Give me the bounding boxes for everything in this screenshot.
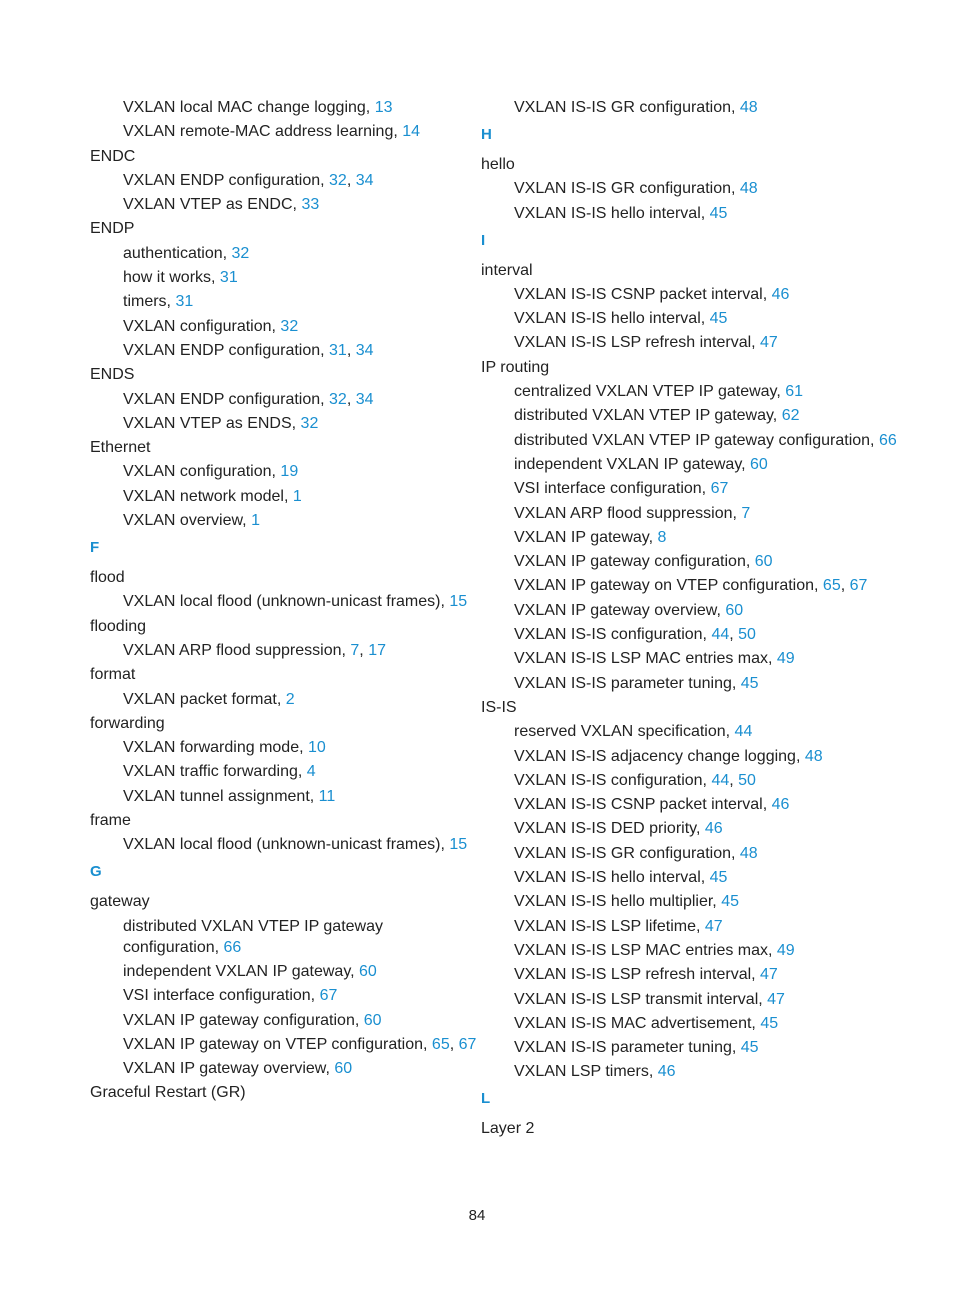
index-subentry [481, 430, 911, 451]
page-link[interactable]: 50 [738, 626, 756, 644]
index-subentry [90, 786, 480, 807]
entry-text: distributed VXLAN VTEP IP gateway, [514, 407, 782, 425]
page-link[interactable]: 32 [329, 171, 347, 189]
page-link[interactable]: 15 [449, 593, 468, 611]
entry-text: VXLAN overview, [123, 512, 252, 530]
entry-text: gateway [90, 893, 150, 911]
page-separator: , [840, 577, 850, 595]
page-link[interactable]: 48 [804, 747, 823, 765]
page-link[interactable]: 48 [739, 99, 758, 116]
entry-text: VXLAN IS-IS hello interval, [514, 869, 710, 887]
entry-text: timers, [123, 293, 176, 311]
page-link[interactable]: 33 [301, 196, 320, 214]
index-subentry [481, 818, 911, 839]
entry-text: VXLAN ENDP configuration, [123, 390, 330, 408]
index-subentry [481, 721, 911, 742]
entry-text: VXLAN IS-IS CSNP packet interval, [514, 285, 772, 303]
index-subentry [90, 961, 480, 982]
entry-text: VXLAN IP gateway configuration, [514, 553, 755, 571]
entry-text: independent VXLAN IP gateway, [123, 962, 360, 980]
entry-text: VXLAN tunnel assignment, [123, 787, 319, 805]
section-letter: H [481, 126, 492, 143]
page-link[interactable]: 49 [776, 650, 795, 668]
index-subentry [481, 478, 911, 499]
entry-text: VXLAN IS-IS LSP refresh interval, [514, 966, 761, 984]
index-subentry [90, 316, 480, 337]
entry-text: Layer 2 [481, 1120, 535, 1138]
page-link[interactable]: 49 [776, 941, 795, 959]
entry-text: forwarding [90, 714, 165, 732]
index-subentry [481, 867, 911, 888]
section-letter: F [90, 539, 100, 557]
page-separator: , [346, 390, 356, 408]
index-term [481, 154, 911, 175]
page-link[interactable]: 45 [721, 893, 739, 911]
entry-text: centralized VXLAN VTEP IP gateway, [514, 383, 786, 401]
page-link[interactable]: 67 [710, 480, 729, 498]
index-subentry [481, 97, 911, 118]
index-subentry [481, 673, 911, 694]
entry-text: distributed VXLAN VTEP IP gateway configuration, [514, 431, 879, 449]
page-link[interactable]: 47 [704, 917, 723, 935]
entry-text: ENDS [90, 366, 135, 384]
page-link[interactable]: 10 [307, 739, 326, 757]
page-separator: , [346, 171, 356, 189]
index-subentry [481, 1037, 911, 1058]
index-subentry [481, 940, 911, 961]
index-subentry [90, 737, 480, 758]
index-subentry [90, 267, 480, 288]
entry-text: VXLAN IS-IS parameter tuning, [514, 1039, 741, 1057]
entry-text: interval [481, 261, 533, 279]
index-term [481, 357, 911, 378]
index-subentry [481, 575, 911, 596]
page-link[interactable]: 2 [285, 690, 295, 708]
index-subentry [90, 97, 480, 118]
index-subentry [481, 381, 911, 402]
entry-text: IP routing [481, 358, 550, 376]
index-term [481, 697, 911, 718]
page-link[interactable]: 47 [760, 966, 778, 984]
entry-text: VXLAN IP gateway configuration, [123, 1011, 364, 1029]
entry-text: VXLAN IP gateway, [514, 528, 658, 546]
entry-text: VXLAN local MAC change logging, [123, 99, 375, 116]
entry-text: how it works, [123, 269, 220, 287]
entry-text: distributed VXLAN VTEP IP gateway configuration, [123, 917, 383, 956]
page-link[interactable]: 4 [306, 763, 316, 781]
entry-text: VXLAN IS-IS GR configuration, [514, 844, 740, 862]
page-link[interactable]: 45 [709, 310, 728, 328]
page-link[interactable]: 66 [878, 431, 897, 449]
index-subentry [481, 770, 911, 791]
page-link[interactable]: 32 [300, 414, 319, 432]
entry-text: Graceful Restart (GR) [90, 1084, 246, 1102]
index-subentry [481, 405, 911, 426]
page-link[interactable]: 34 [355, 390, 374, 408]
page-link[interactable]: 47 [767, 990, 785, 1008]
index-term [90, 146, 480, 167]
index-subentry [481, 794, 911, 815]
page-link[interactable]: 46 [771, 285, 790, 303]
page-link[interactable]: 44 [711, 626, 730, 644]
entry-text: VXLAN IS-IS hello interval, [514, 310, 710, 328]
index-term [90, 1082, 480, 1103]
index-subentry [481, 551, 911, 572]
entry-text: VXLAN IS-IS CSNP packet interval, [514, 796, 772, 814]
page-link[interactable]: 50 [738, 771, 756, 789]
entry-text: VXLAN configuration, [123, 463, 281, 481]
page-link[interactable]: 46 [704, 820, 723, 838]
entry-text: format [90, 666, 136, 684]
index-subentry [481, 989, 911, 1010]
entry-text: VXLAN VTEP as ENDC, [123, 196, 302, 214]
entry-text: VXLAN IS-IS LSP transmit interval, [514, 990, 768, 1008]
page-link[interactable]: 60 [725, 601, 744, 619]
entry-text: hello [481, 156, 515, 173]
entry-text: reserved VXLAN specification, [514, 723, 735, 741]
index-subentry [90, 486, 480, 507]
index-subentry [90, 170, 480, 191]
index-term [90, 664, 480, 685]
page-separator: , [449, 1035, 459, 1053]
entry-text: VXLAN IS-IS GR configuration, [514, 99, 740, 116]
page-link[interactable]: 1 [292, 487, 302, 505]
page-link[interactable]: 44 [734, 723, 753, 741]
page-link[interactable]: 60 [334, 1060, 353, 1078]
page-link[interactable]: 47 [760, 334, 778, 352]
entry-text: VSI interface configuration, [123, 987, 320, 1005]
index-subentry [481, 624, 911, 645]
page-link[interactable]: 15 [449, 836, 468, 854]
index-subentry [90, 121, 480, 142]
page-link[interactable]: 67 [319, 987, 338, 1005]
index-column-left [90, 97, 480, 1107]
index-term [90, 616, 480, 637]
page-link[interactable]: 61 [785, 383, 804, 401]
index-subentry [481, 746, 911, 767]
index-subentry [481, 503, 911, 524]
page-link[interactable]: 31 [329, 341, 347, 359]
entry-text: VXLAN IS-IS GR configuration, [514, 180, 740, 198]
page-link[interactable]: 34 [355, 171, 374, 189]
section-letter: L [481, 1090, 491, 1108]
index-subentry [481, 284, 911, 305]
index-subentry [481, 454, 911, 475]
entry-text: VXLAN IS-IS parameter tuning, [514, 674, 741, 692]
page-link[interactable]: 60 [359, 962, 377, 980]
index-subentry [481, 843, 911, 864]
index-subentry [90, 1034, 480, 1055]
page-separator: , [346, 341, 356, 359]
page-link[interactable]: 45 [709, 204, 728, 222]
entry-text: VXLAN ARP flood suppression, [514, 504, 742, 522]
page-link[interactable]: 45 [740, 1039, 759, 1057]
section-letter: G [90, 863, 102, 881]
entry-text: VXLAN forwarding mode, [123, 739, 308, 757]
entry-text: independent VXLAN IP gateway, [514, 455, 751, 473]
index-subentry [481, 1061, 911, 1082]
page-link[interactable]: 65 [822, 577, 841, 595]
entry-text: ENDC [90, 147, 136, 165]
index-subentry [90, 834, 480, 855]
index-subentry [481, 1013, 911, 1034]
index-subentry [90, 591, 480, 612]
page-link[interactable]: 32 [329, 390, 347, 408]
page-link[interactable]: 13 [374, 99, 393, 116]
entry-text: VXLAN ARP flood suppression, [123, 641, 351, 659]
entry-text: VXLAN LSP timers, [514, 1063, 658, 1081]
index-subentry [481, 916, 911, 937]
index-subentry [90, 413, 480, 434]
index-subentry [90, 985, 480, 1006]
index-subentry [90, 340, 480, 361]
index-term [90, 810, 480, 831]
index-subentry [481, 332, 911, 353]
index-term [90, 218, 480, 239]
entry-text: VXLAN configuration, [123, 317, 281, 335]
page-link[interactable]: 7 [741, 504, 751, 522]
page-link[interactable]: 60 [750, 455, 768, 473]
section-letter: I [481, 231, 486, 249]
page-number: 84 [468, 1207, 486, 1224]
index-term [481, 260, 911, 281]
page-link[interactable]: 46 [657, 1063, 676, 1081]
entry-text: VXLAN IS-IS LSP MAC entries max, [514, 650, 777, 668]
index-subentry [481, 308, 911, 329]
index-subentry [481, 648, 911, 669]
page-link[interactable]: 48 [739, 180, 758, 198]
page-link[interactable]: 45 [760, 1014, 779, 1032]
index-term [90, 891, 480, 912]
entry-text: VXLAN IS-IS hello interval, [514, 204, 710, 222]
index-subentry [481, 600, 911, 621]
page-link[interactable]: 34 [355, 341, 374, 359]
page-separator: , [729, 626, 739, 644]
index-term [90, 567, 480, 588]
page-separator: , [359, 641, 369, 659]
entry-text: Ethernet [90, 439, 151, 457]
index-column-right [481, 97, 911, 1143]
entry-text: IS-IS [481, 698, 517, 716]
page-link[interactable]: 66 [223, 938, 242, 956]
entry-text: VXLAN IS-IS LSP lifetime, [514, 917, 705, 935]
entry-text: VXLAN ENDP configuration, [123, 171, 330, 189]
index-subentry [90, 761, 480, 782]
index-term [90, 437, 480, 458]
page-link[interactable]: 32 [231, 244, 250, 262]
entry-text: VXLAN remote-MAC address learning, [123, 123, 403, 141]
index-subentry [90, 1010, 480, 1031]
entry-text: frame [90, 812, 131, 830]
entry-text: VXLAN IS-IS hello multiplier, [514, 893, 722, 911]
page-link[interactable]: 60 [363, 1011, 382, 1029]
page-link[interactable]: 31 [175, 293, 194, 311]
index-subentry [90, 1058, 480, 1079]
page-link[interactable]: 45 [740, 674, 759, 692]
entry-text: VXLAN local flood (unknown-unicast frames), [123, 836, 450, 854]
index-subentry [90, 291, 480, 312]
entry-text: VXLAN IS-IS adjacency change logging, [514, 747, 805, 765]
page-link[interactable]: 14 [402, 123, 421, 141]
page-link[interactable]: 32 [280, 317, 299, 335]
entry-text: flood [90, 569, 125, 587]
entry-text: VXLAN IP gateway on VTEP configuration, [514, 577, 823, 595]
page-link[interactable]: 62 [781, 407, 800, 425]
index-subentry [90, 194, 480, 215]
page-link[interactable]: 19 [280, 463, 299, 481]
page-link[interactable]: 44 [711, 771, 730, 789]
page-link[interactable]: 60 [754, 553, 773, 571]
entry-text: VXLAN IS-IS DED priority, [514, 820, 705, 838]
page-link[interactable]: 1 [251, 512, 260, 530]
entry-text: VXLAN VTEP as ENDS, [123, 414, 301, 432]
entry-text: VXLAN IS-IS configuration, [514, 626, 712, 644]
entry-text: VXLAN traffic forwarding, [123, 763, 307, 781]
page-link[interactable]: 45 [709, 869, 728, 887]
index-term [481, 1118, 911, 1139]
page-link[interactable]: 67 [458, 1035, 477, 1053]
index-subentry [90, 510, 480, 531]
index-subentry [481, 964, 911, 985]
entry-text: ENDP [90, 220, 135, 238]
page-link[interactable]: 65 [431, 1035, 450, 1053]
entry-text: VXLAN ENDP configuration, [123, 341, 330, 359]
page-separator: , [729, 771, 739, 789]
entry-text: VXLAN packet format, [123, 690, 286, 708]
index-subentry [90, 640, 480, 661]
entry-text: authentication, [123, 244, 232, 262]
index-subentry [90, 689, 480, 710]
entry-text: VSI interface configuration, [514, 480, 711, 498]
entry-text: VXLAN IP gateway on VTEP configuration, [123, 1035, 432, 1053]
entry-text: VXLAN IS-IS LSP refresh interval, [514, 334, 761, 352]
page-link[interactable]: 8 [657, 528, 667, 546]
page-link[interactable]: 67 [849, 577, 868, 595]
index-subentry [90, 389, 480, 410]
page-link[interactable]: 11 [318, 787, 336, 805]
page-link[interactable]: 31 [219, 269, 238, 287]
page-link[interactable]: 17 [368, 641, 386, 659]
page-link[interactable]: 48 [739, 844, 758, 862]
index-subentry [90, 916, 480, 958]
index-subentry [481, 891, 911, 912]
index-subentry [481, 203, 911, 224]
index-term [90, 713, 480, 734]
index-subentry [90, 461, 480, 482]
entry-text: VXLAN IP gateway overview, [123, 1060, 335, 1078]
entry-text: VXLAN network model, [123, 487, 293, 505]
entry-text: VXLAN IS-IS configuration, [514, 771, 712, 789]
index-subentry [481, 527, 911, 548]
page-link[interactable]: 46 [771, 796, 790, 814]
entry-text: VXLAN IS-IS LSP MAC entries max, [514, 941, 777, 959]
page-link[interactable]: 7 [350, 641, 360, 659]
index-term [90, 364, 480, 385]
index-subentry [90, 243, 480, 264]
index-subentry [481, 178, 911, 199]
entry-text: VXLAN IP gateway overview, [514, 601, 726, 619]
entry-text: VXLAN IS-IS MAC advertisement, [514, 1014, 761, 1032]
entry-text: flooding [90, 617, 147, 635]
entry-text: VXLAN local flood (unknown-unicast frames), [123, 593, 450, 611]
